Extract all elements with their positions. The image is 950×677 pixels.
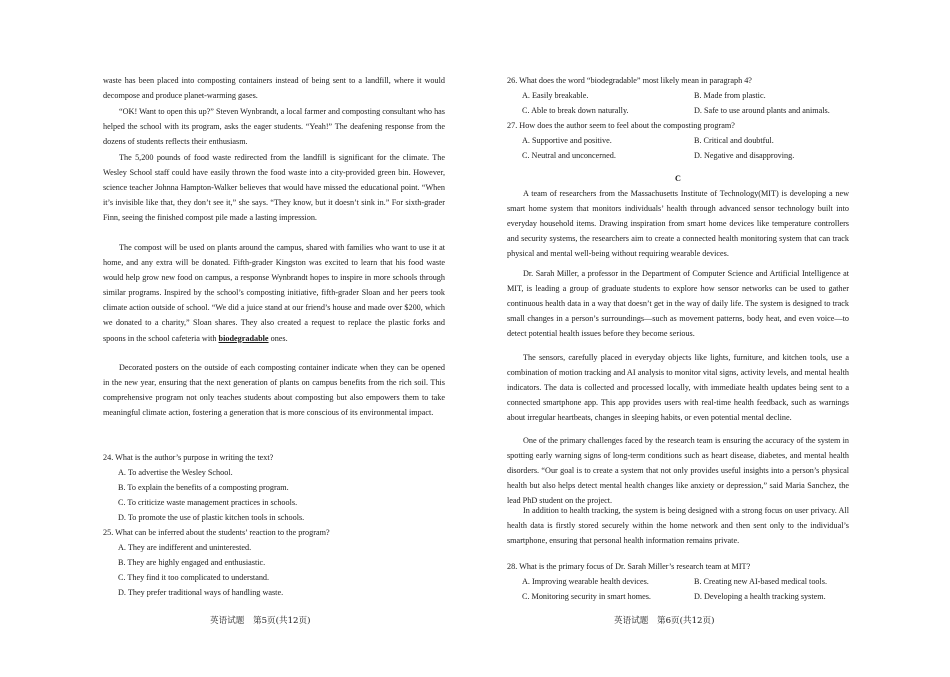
option-a[interactable]: A. Easily breakable. — [522, 91, 589, 101]
options-row — [507, 589, 849, 604]
option-c[interactable]: C. Neutral and unconcerned. — [522, 151, 616, 161]
option-b[interactable]: B. To explain the benefits of a composting program. — [118, 483, 289, 493]
passage-paragraph: Decorated posters on the outside of each composting container indicate when they can be opened in the new year, ensuring that the next generation of plants on campus benefits from the rich soil. This comprehensive program not only teaches students about composting but also empowers them to take meaningful climate action, fostering a generation that is more conscious of its environmental impact. — [103, 363, 445, 418]
option-b[interactable]: B. They are highly engaged and enthusiastic. — [118, 558, 266, 568]
keyword-tail: ones. — [268, 333, 288, 343]
passage-paragraph: A team of researchers from the Massachusetts Institute of Technology(MIT) is developing a new smart home system that monitors individuals’ health through advanced sensor technology built into everyday household items. Drawing inspiration from smart home devices like temperature controllers and security systems, the researchers aim to create a connected health monitoring system that can track physical and mental well-being without requiring wearable devices. — [507, 189, 849, 259]
option-a[interactable]: A. They are indifferent and uninterested. — [118, 543, 252, 553]
question-stem: 25. What can be inferred about the students’ reaction to the program? — [103, 528, 330, 537]
passage-paragraph: Dr. Sarah Miller, a professor in the Department of Computer Science and Artificial Intelligence at MIT, is leading a group of graduate students to explore how sensor networks can be used to gather continuous health data in a way that doesn’t get in the way of daily life. The system is designed to track small changes in a person’s surroundings—such as movement patterns, body heat, and even voice—to detect potential health issues before they become serious. — [507, 269, 849, 339]
option-d[interactable]: D. To promote the use of plastic kitchen tools in schools. — [118, 513, 305, 523]
option-c[interactable]: C. Monitoring security in smart homes. — [522, 592, 651, 602]
options-row — [507, 88, 849, 103]
page-footer-left: 英语试题 第5页(共12页) — [210, 616, 311, 626]
keyword-biodegradable: biodegradable — [218, 333, 269, 343]
option-c[interactable]: C. They find it too complicated to understand. — [118, 573, 270, 583]
option-c[interactable]: C. Able to break down naturally. — [522, 106, 629, 116]
option-a[interactable]: A. Improving wearable health devices. — [522, 577, 649, 587]
question-stem: 27. How does the author seem to feel about the composting program? — [507, 121, 735, 130]
passage-paragraph: “OK! Want to open this up?” Steven Wynbrandt, a local farmer and composting consultant who has helped the school with its program, asks the eager students. “Yeah!” The deafening response from the dozens of students reflects their enthusiasm. — [103, 107, 445, 147]
options-row — [507, 148, 849, 163]
passage-paragraph: One of the primary challenges faced by the research team is ensuring the accuracy of the system in spotting early warning signs of long-term conditions such as heart disease, diabetes, and mental health disorders. “Our goal is to create a system that not only provides useful insights into a person’s physical health but also helps detect mental health changes like anxiety or depression,” said Maria Sanchez, the lead PhD student on the project. — [507, 436, 849, 506]
option-b[interactable]: B. Made from plastic. — [694, 91, 766, 101]
option-d[interactable]: D. They prefer traditional ways of handling waste. — [118, 588, 284, 598]
option-a[interactable]: A. Supportive and positive. — [522, 136, 612, 146]
passage-paragraph: The 5,200 pounds of food waste redirected from the landfill is significant for the climate. The Wesley School staff could have easily thrown the food waste into a city-provided green bin. However, science teacher Johnna Hampton-Walker believes that would have missed the educational point. “When it’s invisible like that, they don’t see it,” she says. “They know, but it doesn’t sink in.” For sixth-grader Finn, seeing the finished compost pile made a lasting impression. — [103, 153, 445, 223]
question-28 — [507, 559, 849, 604]
option-d[interactable]: D. Developing a health tracking system. — [694, 592, 826, 602]
question-27 — [507, 118, 849, 163]
question-24 — [103, 450, 445, 525]
option-c[interactable]: C. To criticize waste management practices in schools. — [118, 498, 298, 508]
passage-paragraph-with-keyword — [103, 240, 445, 346]
passage-paragraph: In addition to health tracking, the system is being designed with a strong focus on user privacy. All health data is firstly stored securely within the home network and then sent only to the individual’s smartphone, ensuring that personal health information remains private. — [507, 506, 849, 546]
passage-paragraph-text: The compost will be used on plants around the campus, shared with families who want to use it at home, and any extra will be donated. Fifth-grader Kingston was excited to learn that his food waste would help grow new food on campus, a response Wynbrandt hopes to inspire in more schools through similar programs. Inspired by the school’s composting initiative, fifth-grader Sloan and her peers took climate action outside of school. “We did a juice stand at our friend’s house and made over $200, which we donated to a charity,” Sloan shares. They also created a request to replace the plastic forks and spoons in the school cafeteria with — [103, 243, 445, 343]
question-stem: 26. What does the word “biodegradable” most likely mean in paragraph 4? — [507, 76, 752, 85]
question-stem: 28. What is the primary focus of Dr. Sarah Miller’s research team at MIT? — [507, 562, 751, 571]
option-b[interactable]: B. Creating new AI-based medical tools. — [694, 577, 828, 587]
option-d[interactable]: D. Safe to use around plants and animals. — [694, 106, 830, 116]
option-b[interactable]: B. Critical and doubtful. — [694, 136, 774, 146]
option-d[interactable]: D. Negative and disapproving. — [694, 151, 795, 161]
section-heading: C — [675, 174, 681, 183]
option-a[interactable]: A. To advertise the Wesley School. — [118, 468, 233, 478]
options-row — [507, 103, 849, 118]
page-footer-right: 英语试题 第6页(共12页) — [614, 616, 715, 626]
options-row — [507, 574, 849, 589]
question-25 — [103, 525, 445, 600]
question-stem: 24. What is the author’s purpose in writing the text? — [103, 453, 274, 462]
question-26 — [507, 73, 849, 118]
passage-paragraph: The sensors, carefully placed in everyday objects like lights, furniture, and kitchen tools, use a combination of motion tracking and AI analysis to monitor vital signs, activity levels, and mental health indicators. The data is collected and processed locally, with immediate health updates being sent to a connected smartphone app. This app provides users with real-time health feedback, such as warnings about irregular heartbeats, changes in sleeping habits, or even potential mental decline. — [507, 353, 849, 423]
options-row — [507, 133, 849, 148]
passage-paragraph: waste has been placed into composting containers instead of being sent to a landfill, where it would decompose and produce planet-warming gases. — [103, 76, 445, 101]
